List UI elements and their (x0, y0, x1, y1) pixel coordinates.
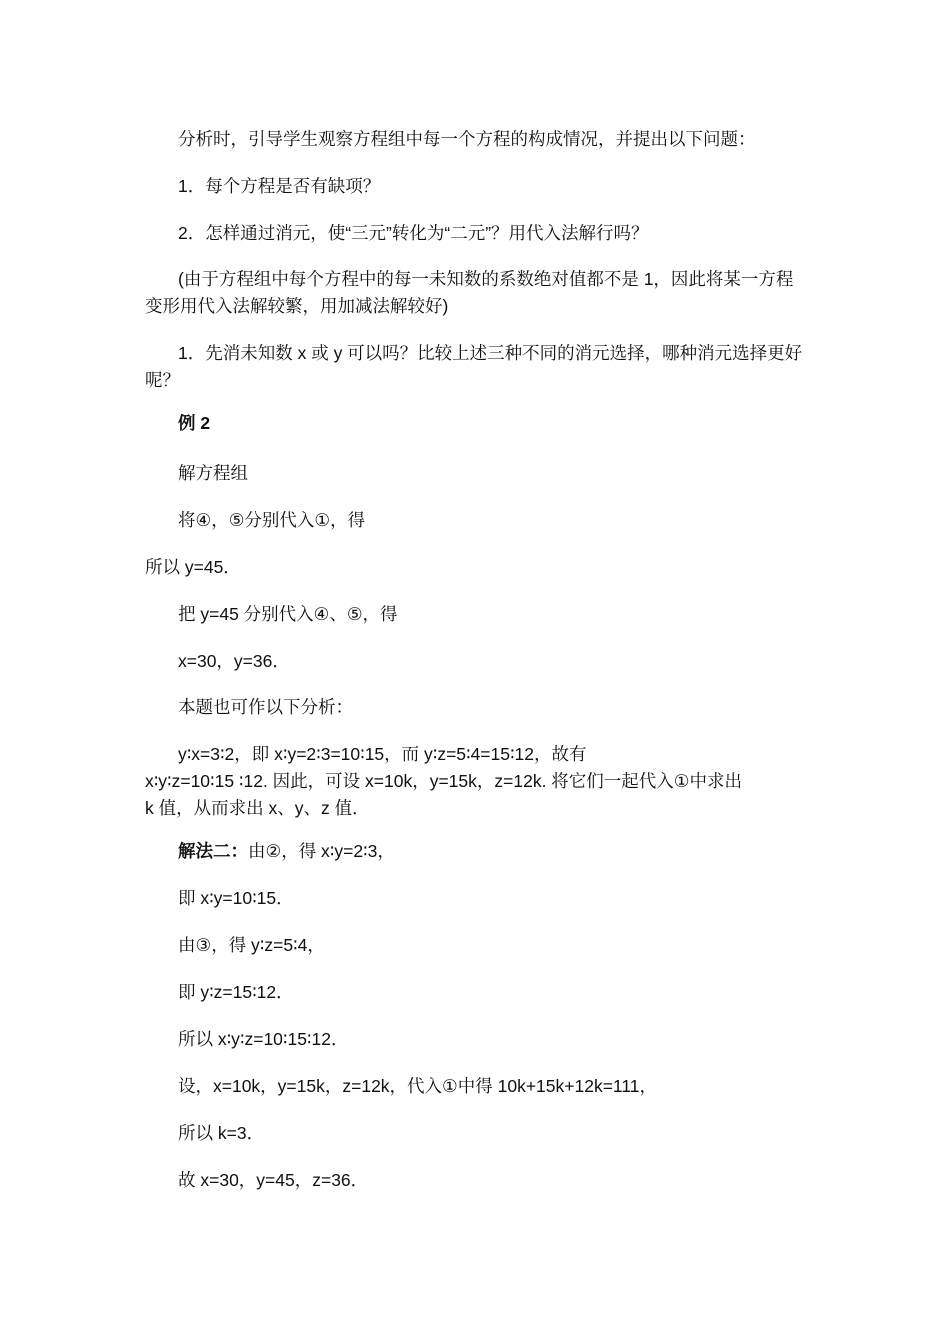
method-two-text: 由②，得 x∶y=2∶3， (248, 841, 395, 861)
solve-system-label: 解方程组 (178, 463, 248, 483)
method-two-paragraph (145, 838, 810, 865)
from-eq-3: 由③，得 y∶z=5∶4， (178, 935, 325, 955)
result-x-y: x=30，y=36． (178, 651, 290, 671)
ratio-analysis-paragraph (145, 741, 810, 822)
ratio-x-y: 即 x∶y=10∶15． (178, 888, 294, 908)
ratio-y-z: 即 y∶z=15∶12． (178, 982, 294, 1002)
question-eliminate-x-or-y: 1．先消未知数 x 或 y 可以吗？比较上述三种不同的消元选择，哪种消元选择更好呢？ (145, 343, 803, 390)
ratio-analysis-line-1: y∶x=3∶2，即 x∶y=2∶3=10∶15，而 y∶z=5∶4=15∶12，故有 (178, 744, 587, 764)
paragraph-analysis-intro: 分析时，引导学生观察方程组中每一个方程的构成情况，并提出以下问题： (178, 129, 756, 149)
example-2-heading: 例 2 (178, 413, 211, 433)
final-answer: 故 x=30，y=45，z=36． (178, 1170, 369, 1190)
substitute-y-step: 把 y=45 分别代入④、⑤，得 (178, 604, 398, 624)
substitution-step: 将④，⑤分别代入①，得 (178, 510, 366, 530)
alternative-analysis-heading: 本题也可作以下分析： (178, 697, 353, 717)
method-two-label: 解法二： (178, 841, 248, 861)
question-1-missing-terms: 1．每个方程是否有缺项？ (178, 176, 381, 196)
ratio-analysis-line-2: x∶y∶z=10∶15 ∶12. 因此，可设 x=10k，y=15k，z=12k. 将它们一起代入①中求出 (145, 771, 742, 791)
paragraph-coefficient-note: (由于方程组中每个方程中的每一未知数的系数绝对值都不是 1，因此将某一方程变形用代入法解较繁，用加减法解较好) (145, 269, 794, 316)
set-k-step: 设，x=10k，y=15k，z=12k，代入①中得 10k+15k+12k=111， (178, 1076, 658, 1096)
ratio-x-y-z: 所以 x∶y∶z=10∶15∶12． (178, 1029, 349, 1049)
result-y-45: 所以 y=45． (145, 557, 241, 577)
question-2-elimination: 2．怎样通过消元，使“三元”转化为“二元”？用代入法解行吗？ (178, 223, 649, 243)
ratio-analysis-line-3: k 值，从而求出 x、y、z 值． (145, 798, 370, 818)
result-k: 所以 k=3． (178, 1123, 265, 1143)
